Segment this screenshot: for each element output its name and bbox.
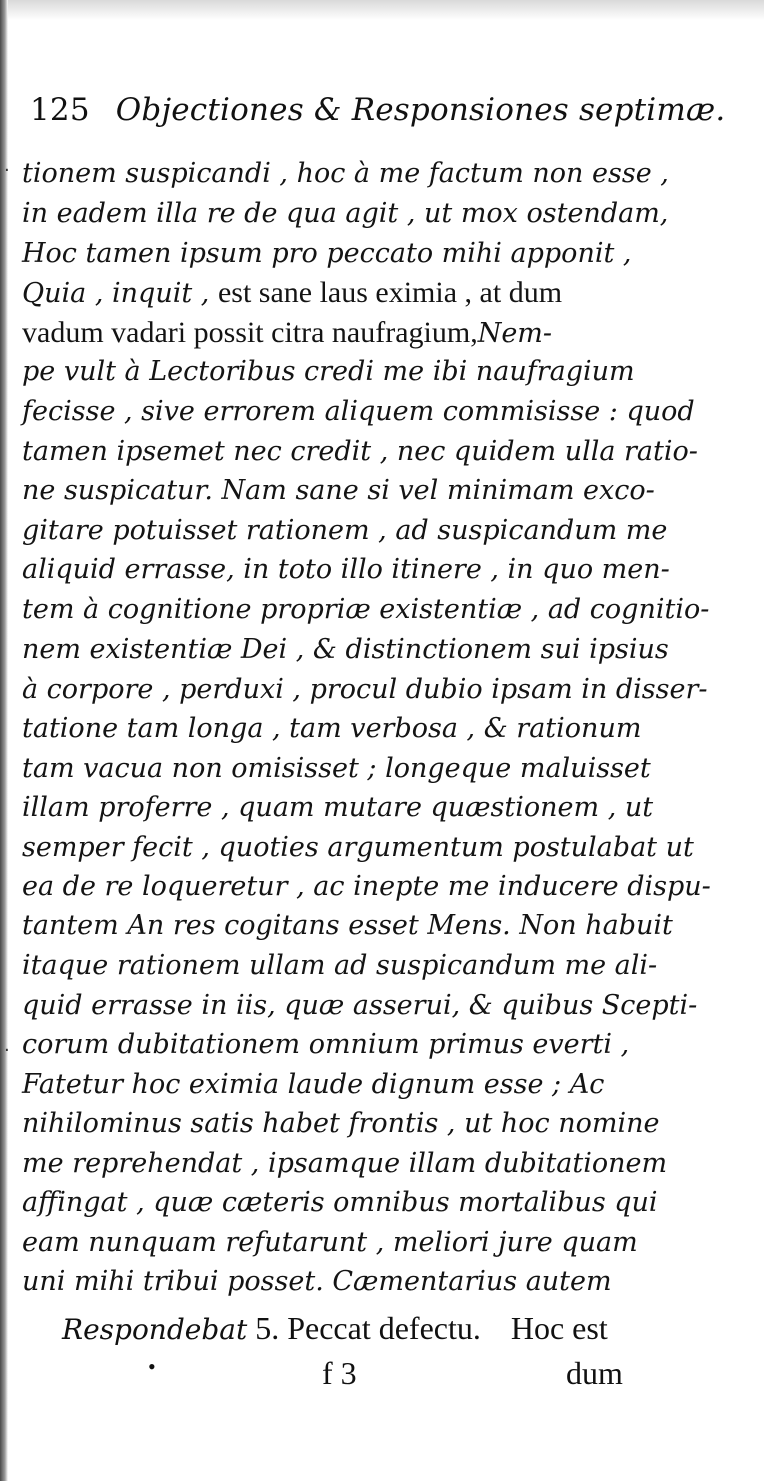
- footer-note-italic: Respondebat: [62, 1313, 248, 1346]
- margin-mark-bottom: ·: [4, 1040, 10, 1061]
- body-line: tam vacua non omisisset ; longeque maluisset: [22, 753, 651, 784]
- body-line: corum dubitationem omnium primus everti ,: [22, 1029, 630, 1060]
- body-line: illam proferre , quam mutare quæstionem , ut: [22, 792, 654, 823]
- body-line: me reprehendat , ipsamque illam dubitationem: [22, 1148, 668, 1179]
- body-line: eam nunquam refutarunt , meliori jure quam: [22, 1227, 638, 1258]
- running-head: [30, 92, 725, 128]
- body-line-italic-part: Quia , inquit ,: [22, 278, 210, 309]
- signature-marker: •: [148, 1354, 156, 1379]
- body-line: tatione tam longa , tam verbosa , & rationum: [22, 713, 642, 744]
- signature-mark: f 3: [322, 1355, 357, 1391]
- body-line: nihilominus satis habet frontis , ut hoc nomine: [22, 1108, 660, 1139]
- scan-top-shadow: [0, 0, 764, 20]
- body-line: tamen ipsemet nec credit , nec quidem ulla ratio-: [22, 436, 698, 467]
- body-line: à corpore , perduxi , procul dubio ipsam in disser-: [22, 674, 708, 705]
- body-line: semper fecit , quoties argumentum postulabat ut: [22, 832, 694, 863]
- body-line-roman-part: vadum vadari possit citra naufragium,: [22, 316, 478, 349]
- footer-note-roman: 5. Peccat defectu.: [255, 1310, 481, 1346]
- body-line: pe vult à Lectoribus credi me ibi naufragium: [22, 356, 635, 387]
- scan-left-edge: [0, 0, 8, 1481]
- catchword: dum: [566, 1355, 623, 1391]
- body-line: uni mihi tribui posset. Cæmentarius autem: [22, 1266, 612, 1297]
- body-line: Fatetur hoc eximia laude dignum esse ; Ac: [22, 1069, 605, 1100]
- body-line: itaque rationem ullam ad suspicandum me ali-: [22, 950, 658, 981]
- footer-note-roman-2: Hoc est: [510, 1310, 608, 1346]
- body-line: aliquid errasse, in toto illo itinere , in quo men-: [22, 554, 670, 585]
- body-line: ea de re loqueretur , ac inepte me inducere dispu-: [22, 871, 711, 902]
- body-line-roman-part: est sane laus eximia , at dum: [217, 276, 563, 309]
- footer-note: [62, 1310, 608, 1347]
- body-line: tem à cognitione propriæ existentiæ , ad cognitio-: [22, 594, 710, 625]
- body-line: tantem An res cogitans esset Mens. Non habuit: [22, 910, 673, 941]
- body-line: fecisse , sive errorem aliquem commisisse : quod: [22, 396, 695, 427]
- body-line: tionem suspicandi , hoc à me factum non esse ,: [22, 158, 669, 189]
- body-line-italic-part: Nem-: [477, 318, 553, 349]
- body-line: affingat , quæ cæteris omnibus mortalibus qui: [22, 1187, 658, 1218]
- margin-mark-top: ·: [4, 160, 10, 181]
- body-line: [22, 318, 552, 348]
- body-line: gitare potuisset rationem , ad suspicandum me: [22, 515, 668, 546]
- page-number: 125: [30, 92, 90, 128]
- body-line: ne suspicatur. Nam sane si vel minimam exco-: [22, 475, 655, 506]
- body-line: [22, 278, 562, 308]
- body-line: Hoc tamen ipsum pro peccato mihi apponit ,: [22, 238, 632, 269]
- body-line: quid errasse in iis, quæ asserui, & quibus Scepti-: [22, 990, 698, 1021]
- body-line: nem existentiæ Dei , & distinctionem sui ipsius: [22, 634, 669, 665]
- body-line: in eadem illa re de qua agit , ut mox ostendam,: [22, 198, 669, 229]
- running-title: Objectiones & Responsiones septimæ.: [115, 92, 726, 128]
